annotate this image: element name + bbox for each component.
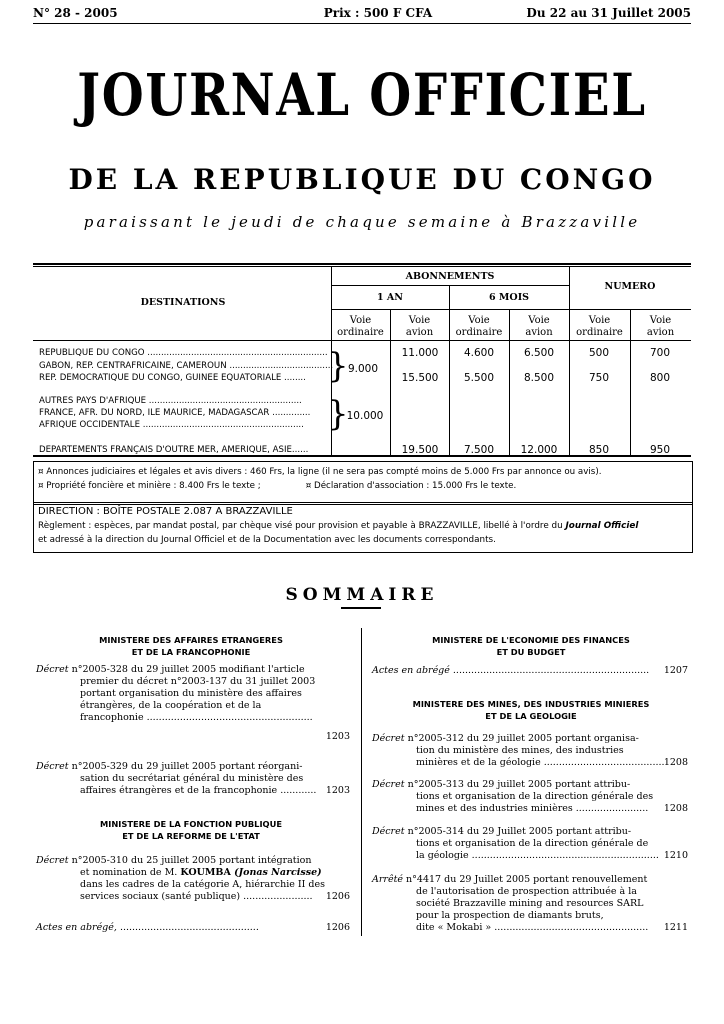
destination-line: AUTRES PAYS D'AFRIQUE ........................................................	[39, 396, 302, 406]
table-rule	[569, 266, 570, 455]
price-cell: 850	[588, 444, 610, 456]
destinations-header: DESTINATIONS	[140, 297, 226, 308]
toc-entry[interactable]: Actes en abrégé .................................................................	[372, 665, 650, 676]
abonnements-header: ABONNEMENTS	[405, 271, 495, 282]
subheader-air: Voie avion	[405, 315, 434, 338]
six-months-header: 6 MOIS	[488, 292, 529, 303]
toc-entry[interactable]: Décret n°2005-313 du 29 juillet 2005 portant attribu- tions et organisation de la direction générale des mines et des industries minières ........................	[372, 779, 654, 814]
price-cell: 6.500	[523, 347, 555, 359]
price-cell: 8.500	[523, 372, 555, 384]
page-number: 1206	[325, 922, 350, 933]
sommaire-title: SOMMAIRE	[285, 585, 439, 605]
price-cell: 5.500	[463, 372, 495, 384]
toc-entry[interactable]: Actes en abrégé, ..............................................	[36, 922, 259, 933]
destination-line: DEPARTEMENTS FRANÇAIS D'OUTRE MER, AMERIQUE, ASIE......	[39, 445, 309, 455]
toc-entry[interactable]: Décret n°2005-328 du 29 juillet 2005 modifiant l'article premier du décret n°2003-137 du 31 juillet 2003 portant organisation du ministère des affaires étrangères, de la coopération et de la francophonie .......................................................	[36, 664, 316, 723]
section-heading: MINISTERE DE L'ECONOMIE DES FINANCES ET DU BUDGET	[432, 635, 630, 657]
price-cell: 800	[649, 372, 671, 384]
subheader-ordinary: Voie ordinaire	[455, 315, 503, 338]
page-number: 1208	[663, 757, 688, 768]
announcement-rates-box	[33, 461, 693, 505]
price-cell: 19.500	[401, 444, 439, 456]
issue-header	[33, 6, 691, 22]
page-number: 1203	[325, 785, 350, 796]
direction-payment: Règlement : espèces, par mandat postal, par chèque visé pour provision et payable à BRAZZAVILLE, libellé à l'ordre du Journal Officiel	[38, 521, 639, 531]
subheader-air: Voie avion	[646, 315, 675, 338]
toc-entry[interactable]: Arrêté n°4417 du 29 Juillet 2005 portant renouvellement de l'autorisation de prospection attribuée à la société Brazzaville mining and resources SARL pour la prospection de diamants bruts, dite « Mokabi » ...................................................	[372, 874, 649, 933]
price-cell: 11.000	[401, 347, 439, 359]
issue-number: N° 28 - 2005	[33, 6, 118, 20]
price-cell: 700	[649, 347, 671, 359]
toc-entry[interactable]: Décret n°2005-310 du 25 juillet 2005 portant intégration et nomination de M. KOUMBA (Jonas Narcisse) dans les cadres de la catégorie A, hiérarchie II des services sociaux (santé publique) .......................	[36, 855, 325, 902]
direction-note: et adressé à la direction du Journal Officiel et de la Documentation avec les documents correspondants.	[38, 535, 496, 545]
toc-entry[interactable]: Décret n°2005-312 du 29 juillet 2005 portant organisa- tion du ministère des mines, des industries minières et de la géologie ........................................	[372, 733, 665, 768]
brace-icon: }	[327, 346, 349, 386]
journal-tagline: paraissant le jeudi de chaque semaine à Brazzaville	[83, 213, 641, 231]
section-heading: MINISTERE DES AFFAIRES ETRANGERES ET DE LA FRANCOPHONIE	[99, 635, 283, 657]
subheader-ordinary: Voie ordinaire	[337, 315, 384, 338]
direction-box	[33, 502, 693, 553]
page-number: 1203	[325, 731, 350, 742]
section-heading: MINISTERE DES MINES, DES INDUSTRIES MINIERES ET DE LA GEOLOGIE	[412, 699, 650, 721]
page-number: 1210	[663, 850, 688, 861]
price-year-ordinary: 9.000	[347, 363, 379, 375]
price-cell: 750	[588, 372, 610, 384]
table-rule	[33, 266, 691, 267]
section-heading: MINISTERE DE LA FONCTION PUBLIQUE ET DE LA REFORME DE L'ETAT	[99, 819, 283, 841]
price-cell: 12.000	[520, 444, 558, 456]
page-number: 1206	[325, 891, 350, 902]
subheader-air: Voie avion	[525, 315, 553, 338]
toc-entry[interactable]: Décret n°2005-329 du 29 juillet 2005 portant réorgani- sation du secrétariat général du ministère des affaires étrangères et de la francophonie ............	[36, 761, 317, 796]
numero-header: NUMERO	[604, 281, 656, 292]
announcement-rate-line: ¤ Annonces judiciaires et légales et avis divers : 460 Frs, la ligne (il ne sera pas compté moins de 5.000 Frs par annonce ou avis).	[38, 467, 602, 477]
brace-icon: }	[327, 394, 349, 434]
column-divider	[361, 628, 362, 936]
destination-line: REP. DEMOCRATIQUE DU CONGO, GUINEE EQUATORIALE ........	[39, 373, 306, 383]
journal-title: JOURNAL OFFICIEL	[77, 61, 647, 129]
destination-line: FRANCE, AFR. DU NORD, ILE MAURICE, MADAGASCAR ..............	[39, 408, 311, 418]
issue-dates: Du 22 au 31 Juillet 2005	[526, 6, 691, 20]
price-cell: 500	[588, 347, 610, 359]
subscription-table	[33, 263, 691, 458]
price-cell: 15.500	[401, 372, 439, 384]
table-rule	[331, 309, 691, 310]
table-rule	[331, 285, 569, 286]
journal-subtitle: DE LA REPUBLIQUE DU CONGO	[68, 163, 656, 196]
sommaire-rule	[341, 607, 381, 609]
price-year-ordinary: 10.000	[346, 410, 384, 422]
subheader-ordinary: Voie ordinaire	[576, 315, 623, 338]
destination-line: AFRIQUE OCCIDENTALE ...........................................................	[39, 420, 304, 430]
table-rule	[33, 263, 691, 265]
price-cell: 4.600	[463, 347, 495, 359]
header-rule	[33, 23, 691, 24]
table-rule	[33, 340, 691, 341]
page-number: 1208	[663, 803, 688, 814]
page-number: 1207	[663, 665, 688, 676]
destination-line: REPUBLIQUE DU CONGO ..................................................................	[39, 348, 328, 358]
issue-price: Prix : 500 F CFA	[323, 6, 433, 20]
one-year-header: 1 AN	[377, 292, 403, 303]
toc-entry[interactable]: Décret n°2005-314 du 29 Juillet 2005 portant attribu- tions et organisation de la direction générale de la géologie ..............................................................	[372, 826, 659, 861]
announcement-rate-line: ¤ Propriété foncière et minière : 8.400 Frs le texte ; ¤ Déclaration d'association : 15.000 Frs le texte.	[38, 481, 517, 491]
price-cell: 7.500	[463, 444, 495, 456]
table-rule	[449, 285, 450, 455]
page-number: 1211	[663, 922, 688, 933]
price-cell: 950	[649, 444, 671, 456]
destination-line: GABON, REP. CENTRAFRICAINE, CAMEROUN ......................................	[39, 361, 334, 371]
direction-address: DIRECTION : BOÎTE POSTALE 2.087 A BRAZZAVILLE	[38, 506, 293, 517]
